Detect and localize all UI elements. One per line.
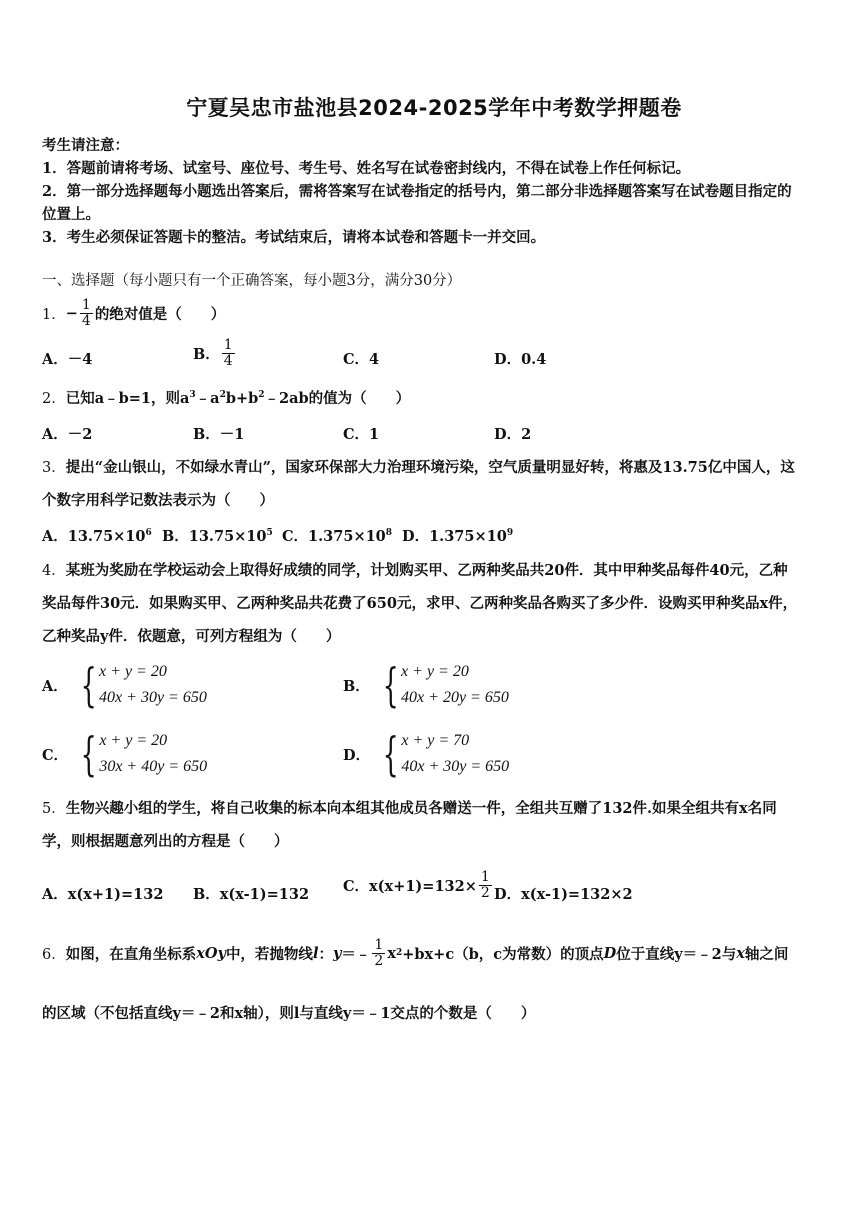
question-text: 提出“金山银山，不如绿水青山”，国家环保部大力治理环境污染，空气质量明显好转，将惠及13.75亿中国人，这 [65, 459, 795, 476]
exponent: 2 [258, 390, 265, 401]
equation-system [99, 728, 207, 780]
fraction-denominator: 2 [480, 884, 490, 901]
math-var: y [332, 944, 342, 962]
question-text: 已知a﹣b=1，则a [65, 390, 190, 407]
notice-item-3: 3．考生必须保证答题卡的整洁。考试结束后，请将本试卷和答题卡一并交回。 [42, 229, 546, 246]
equation: 40x + 30y = 650 [99, 689, 207, 706]
option-label: D． [343, 746, 371, 764]
equation: x + y = 20 [99, 732, 168, 749]
question-text: ＝﹣ [341, 945, 371, 963]
question-text: 如图，在直角坐标系 [65, 945, 197, 963]
option-text: C．1.375×10 [282, 528, 386, 545]
brace-icon: { [80, 727, 97, 781]
question-4-cont-2: 乙种奖品y件．依题意，可列方程组为（ ） [42, 628, 341, 645]
q1-option-c: C．4 [343, 351, 380, 368]
question-text: 生物兴趣小组的学生，将自己收集的标本向本组其他成员各赠送一件，全组共互赠了132件.如果全组共有x名同 [65, 800, 777, 817]
question-text: 某班为奖励在学校运动会上取得好成绩的同学，计划购买甲、乙两种奖品共20件．其中甲种奖品每件40元，乙种 [65, 562, 788, 579]
q3-option-a [42, 525, 152, 546]
minus-sign: − [65, 304, 78, 322]
question-text: 轴之间 [744, 945, 789, 963]
math-var: l [312, 944, 319, 962]
q2-option-b: B．－1 [193, 426, 245, 443]
notice-item-2: 2．第一部分选择题每小题选出答案后，需将答案写在试卷指定的括号内，第二部分非选择题答案写在试卷题目指定的 [42, 183, 792, 200]
fraction-denominator: 4 [223, 352, 233, 369]
exponent: 8 [385, 528, 393, 539]
q3-option-b [162, 525, 273, 546]
page-title: 宁夏吴忠市盐池县2024-2025学年中考数学押题卷 [186, 96, 682, 120]
question-text: 位于直线 [616, 945, 675, 963]
exponent: 5 [266, 528, 273, 539]
q2-option-d: D．2 [494, 426, 532, 443]
equation: x + y = 20 [99, 663, 167, 680]
brace-icon: { [80, 658, 97, 712]
q4-option-a [42, 659, 207, 711]
q3-option-d [402, 525, 513, 546]
math-var: D [603, 944, 617, 962]
q4-option-c [42, 728, 207, 780]
fraction-denominator: 2 [374, 952, 384, 969]
equation: 40x + 30y = 650 [401, 758, 510, 775]
exponent: 3 [189, 390, 196, 401]
question-number: 1． [42, 306, 66, 323]
question-6: 6． 如图，在直角坐标系 xOy 中，若抛物线 l ： y ＝﹣ $\frac{1}{2}$ x 2 +bx+c（b，c为常数）的顶点 D 位于直线 y＝﹣2与 x 轴之间 [42, 937, 789, 969]
exponent: 2 [219, 390, 226, 401]
brace-icon: { [382, 658, 399, 712]
question-text: ﹣a [195, 390, 220, 407]
question-1 [42, 298, 225, 328]
option-label: B． [343, 677, 370, 695]
question-number: 6． [42, 946, 66, 963]
question-text: 中，若抛物线 [225, 945, 313, 963]
question-text: ： [318, 945, 333, 963]
q5-option-b: B．x(x-1)=132 [193, 886, 310, 903]
exponent: 9 [506, 528, 514, 539]
question-number: 2． [42, 391, 66, 407]
option-label: C． [42, 746, 69, 764]
question-text: b+b [225, 390, 259, 407]
q1-option-a: A．－4 [42, 351, 93, 368]
q2-option-c: C．1 [343, 426, 380, 443]
question-text: y＝﹣2与 [674, 945, 737, 963]
question-6-cont: 的区域（不包括直线y＝﹣2和x轴），则l与直线y＝﹣1交点的个数是（ ） [42, 1005, 536, 1022]
q1-option-d: D．0.4 [494, 351, 547, 368]
question-number: 3． [42, 460, 66, 476]
fraction-numerator: 1 [480, 869, 490, 885]
question-2 [42, 387, 410, 408]
fraction-numerator: 1 [81, 297, 91, 313]
section-heading: 一、选择题（每小题只有一个正确答案，每小题3分，满分30分） [42, 273, 462, 289]
q5-option-c [343, 870, 494, 900]
equation: x + y = 20 [401, 663, 469, 680]
fraction-numerator: 1 [223, 337, 233, 353]
option-text: D．1.375×10 [402, 528, 507, 545]
question-5-cont: 学，则根据题意列出的方程是（ ） [42, 833, 289, 850]
equation: 30x + 40y = 650 [99, 758, 208, 775]
equation: x + y = 70 [401, 732, 470, 749]
question-text: x [387, 944, 396, 962]
q4-option-b [343, 659, 509, 711]
equation-system [401, 659, 509, 711]
option-text: C．x(x+1)=132× [343, 877, 477, 895]
equation-system [401, 728, 509, 780]
question-number: 5． [42, 801, 66, 817]
fraction [80, 298, 93, 328]
fraction [372, 938, 385, 968]
q3-option-c [282, 525, 392, 546]
q1-option-b [193, 338, 237, 368]
math-var: x [736, 944, 745, 962]
brace-icon: { [382, 727, 399, 781]
option-label: B． [193, 345, 220, 363]
notice-heading: 考生请注意： [42, 137, 129, 154]
fraction [479, 870, 492, 900]
fraction [222, 338, 235, 368]
question-4-cont: 奖品每件30元．如果购买甲、乙两种奖品共花费了650元，求甲、乙两种奖品各购买了多少件．设购买甲种奖品x件， [42, 595, 798, 612]
exponent: 6 [145, 528, 152, 539]
question-text: 的绝对值是（ ） [94, 305, 226, 323]
fraction-numerator: 1 [374, 937, 384, 953]
option-label: A． [42, 677, 68, 695]
q5-option-d: D．x(x-1)=132×2 [494, 886, 633, 903]
q4-option-d [343, 728, 509, 780]
question-4 [42, 559, 788, 580]
q2-option-a: A．－2 [42, 426, 93, 443]
question-number: 4． [42, 563, 66, 579]
notice-item-2-cont: 位置上。 [42, 206, 100, 223]
fraction-denominator: 4 [81, 312, 91, 329]
question-text: ﹣2ab的值为（ ） [264, 390, 411, 407]
question-text: +bx+c（b，c为常数）的顶点 [402, 945, 604, 963]
math-var: xOy [196, 944, 226, 962]
question-3 [42, 456, 795, 477]
q5-option-a: A．x(x+1)=132 [42, 886, 164, 903]
notice-item-1: 1．答题前请将考场、试室号、座位号、考生号、姓名写在试卷密封线内，不得在试卷上作任何标记。 [42, 160, 691, 177]
equation-system [99, 659, 207, 711]
equation: 40x + 20y = 650 [401, 689, 509, 706]
option-text: A．13.75×10 [42, 528, 146, 545]
question-5 [42, 797, 777, 818]
question-3-cont: 个数字用科学记数法表示为（ ） [42, 492, 274, 509]
option-text: B．13.75×10 [162, 528, 267, 545]
